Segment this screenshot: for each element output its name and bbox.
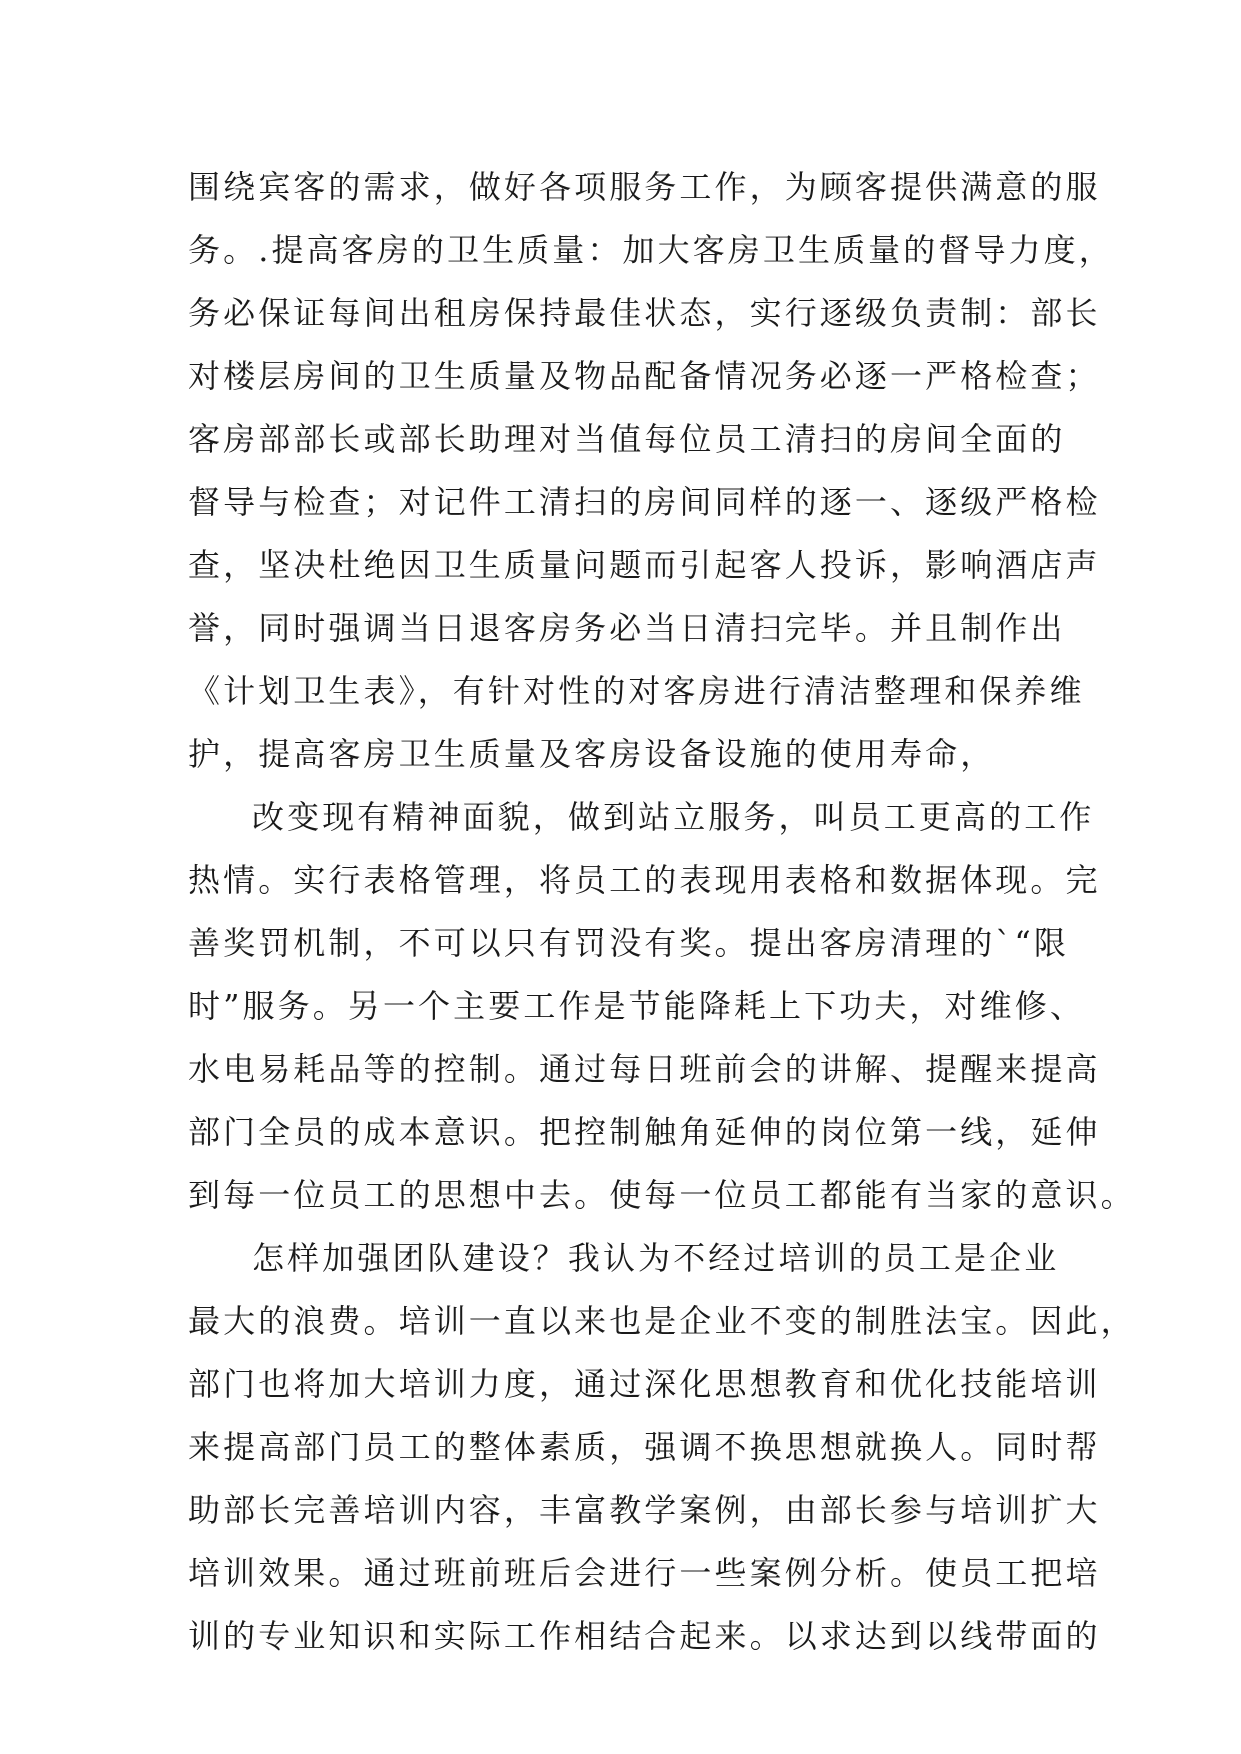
text-line: 对楼层房间的卫生质量及物品配备情况务必逐一严格检查； (188, 357, 1101, 395)
text-line: 到每一位员工的思想中去。使每一位员工都能有当家的意识。 (188, 1176, 1136, 1214)
text-line: 围绕宾客的需求，做好各项服务工作，为顾客提供满意的服 (188, 168, 1101, 206)
text-line: 时”服务。另一个主要工作是节能降耗上下功夫，对维修、 (188, 987, 1085, 1025)
text-line: 热情。实行表格管理，将员工的表现用表格和数据体现。完 (188, 861, 1101, 899)
text-line: 训的专业知识和实际工作相结合起来。以求达到以线带面的 (188, 1617, 1101, 1655)
text-line: 查，坚决杜绝因卫生质量问题而引起客人投诉，影响酒店声 (188, 546, 1101, 584)
text-line-indented: 改变现有精神面貌，做到站立服务，叫员工更高的工作 (252, 798, 1095, 836)
paragraph-3 (188, 1227, 1136, 1668)
text-line: 助部长完善培训内容，丰富教学案例，由部长参与培训扩大 (188, 1491, 1101, 1529)
text-line: 来提高部门员工的整体素质，强调不换思想就换人。同时帮 (188, 1428, 1101, 1466)
text-line: 善奖罚机制，不可以只有罚没有奖。提出客房清理的`“限 (188, 924, 1069, 962)
text-line: 督导与检查；对记件工清扫的房间同样的逐一、逐级严格检 (188, 483, 1101, 521)
text-line: 培训效果。通过班前班后会进行一些案例分析。使员工把培 (188, 1554, 1101, 1592)
paragraph-2 (188, 786, 1136, 1227)
text-line: 部门全员的成本意识。把控制触角延伸的岗位第一线，延伸 (188, 1113, 1101, 1151)
text-line: 客房部部长或部长助理对当值每位员工清扫的房间全面的 (188, 420, 1066, 458)
text-line: 务。.提高客房的卫生质量：加大客房卫生质量的督导力度， (188, 231, 1114, 269)
text-line: 《计划卫生表》，有针对性的对客房进行清洁整理和保养维 (188, 672, 1085, 710)
paragraph-1 (188, 156, 1114, 786)
text-line: 务必保证每间出租房保持最佳状态，实行逐级负责制：部长 (188, 294, 1101, 332)
text-line: 最大的浪费。培训一直以来也是企业不变的制胜法宝。因此， (188, 1302, 1136, 1340)
text-line: 部门也将加大培训力度，通过深化思想教育和优化技能培训 (188, 1365, 1101, 1403)
body-text (188, 156, 1136, 1668)
text-line: 水电易耗品等的控制。通过每日班前会的讲解、提醒来提高 (188, 1050, 1101, 1088)
text-line-indented: 怎样加强团队建设？我认为不经过培训的员工是企业 (252, 1239, 1060, 1277)
text-line: 誉，同时强调当日退客房务必当日清扫完毕。并且制作出 (188, 609, 1066, 647)
text-line: 护，提高客房卫生质量及客房设备设施的使用寿命， (188, 735, 996, 773)
